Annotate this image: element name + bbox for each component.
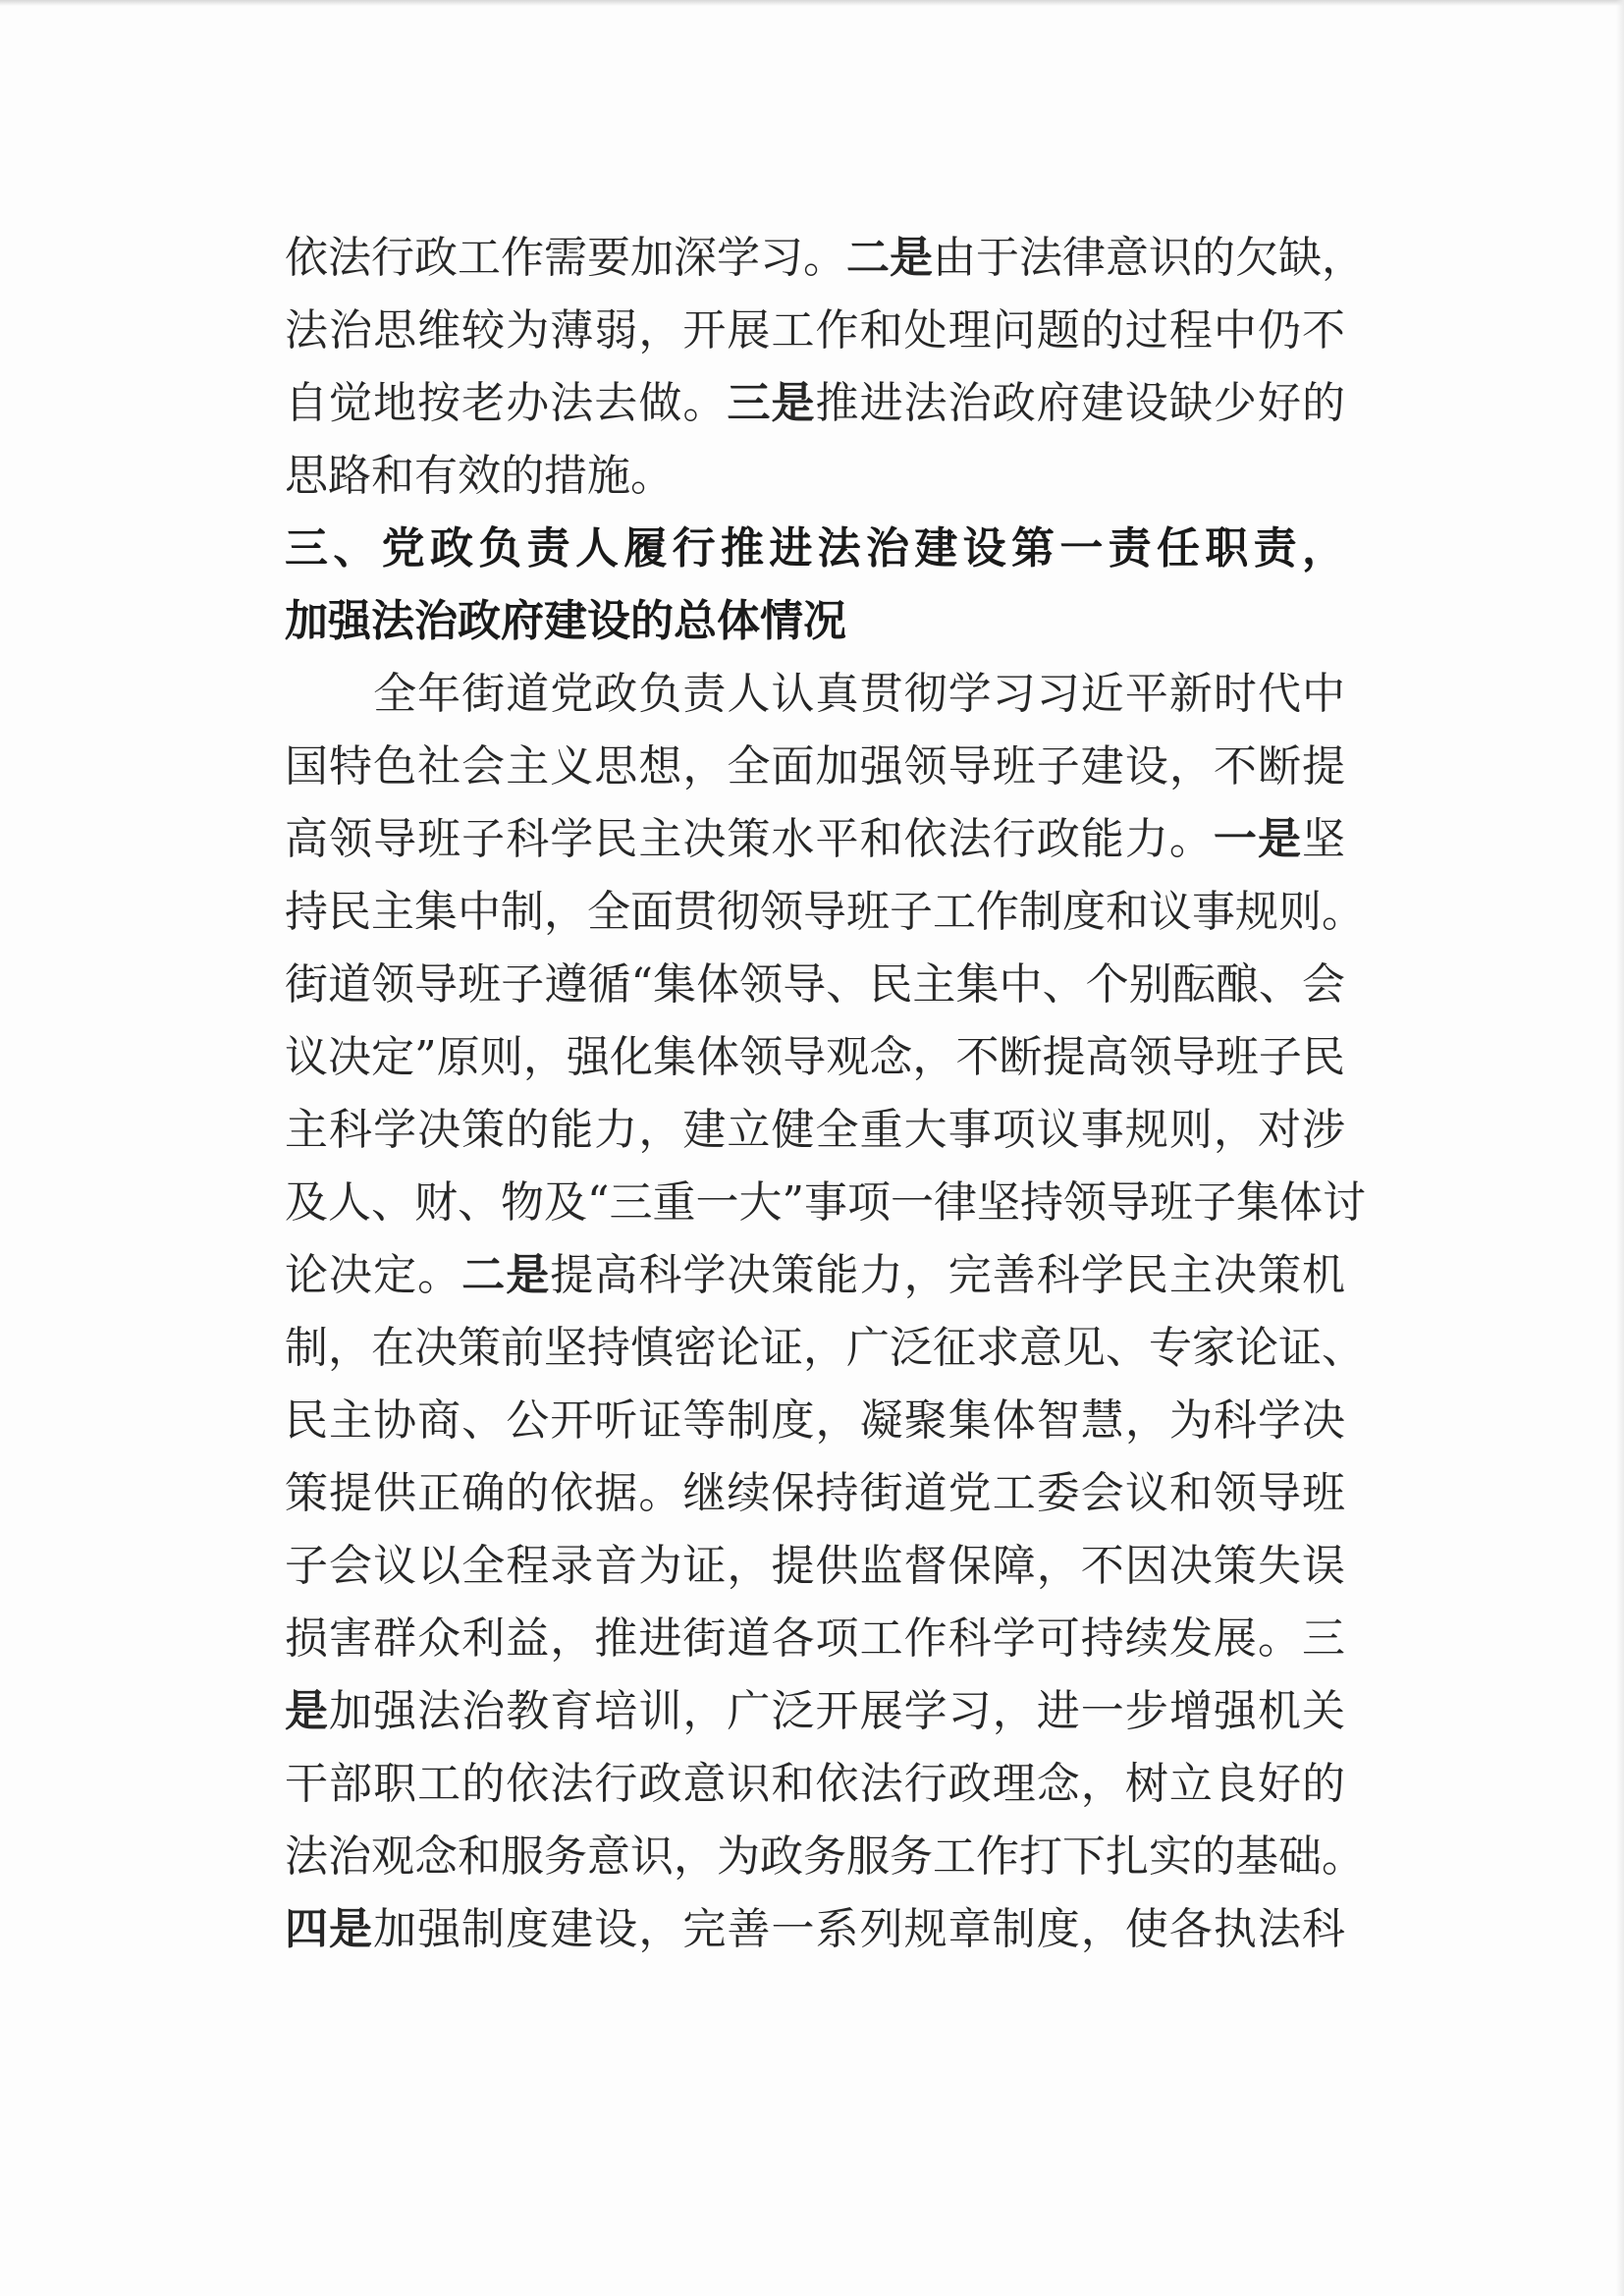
text-line-2: 法治思维较为薄弱，开展工作和处理问题的过程中仍不 — [285, 305, 1345, 355]
text-line-18: 策提供正确的依据。继续保持街道党工委会议和领导班 — [285, 1468, 1345, 1518]
section-heading-line-1: 三、党政负责人履行推进法治建设第一责任职责， — [285, 523, 1345, 574]
text-line-21: 是加强法治教育培训，广泛开展学习，进一步增强机关 — [285, 1686, 1346, 1736]
text-line-4: 思路和有效的措施。 — [285, 451, 674, 501]
text-line-22: 干部职工的依法行政意识和依法行政理念，树立良好的 — [285, 1759, 1345, 1809]
section-heading-line-2: 加强法治政府建设的总体情况 — [285, 596, 846, 646]
body-text — [285, 222, 1366, 1966]
text-line-23: 法治观念和服务意识，为政务服务工作打下扎实的基础。 — [285, 1831, 1365, 1882]
text-line-9: 高领导班子科学民主决策水平和依法行政能力。一是坚 — [285, 814, 1346, 864]
text-line-24: 四是加强制度建设，完善一系列规章制度，使各执法科 — [285, 1904, 1346, 1954]
text-line-19: 子会议以全程录音为证，提供监督保障，不因决策失误 — [285, 1541, 1345, 1591]
text-line-15: 论决定。二是提高科学决策能力，完善科学民主决策机 — [285, 1250, 1346, 1300]
text-line-14: 及人、财、物及“三重一大”事项一律坚持领导班子集体讨 — [285, 1177, 1366, 1228]
text-line-17: 民主协商、公开听证等制度，凝聚集体智慧，为科学决 — [285, 1395, 1345, 1446]
text-line-12: 议决定”原则，强化集体领导观念，不断提高领导班子民 — [285, 1032, 1345, 1082]
text-line-13: 主科学决策的能力，建立健全重大事项议事规则，对涉 — [285, 1105, 1345, 1155]
text-line-10: 持民主集中制，全面贯彻领导班子工作制度和议事规则。 — [285, 887, 1365, 937]
text-line-11: 街道领导班子遵循“集体领导、民主集中、个别酝酿、会 — [285, 959, 1345, 1010]
text-line-3: 自觉地按老办法去做。三是推进法治政府建设缺少好的 — [285, 378, 1346, 428]
scan-edge-right — [1616, 0, 1624, 2296]
scan-edge-top — [0, 0, 1624, 6]
text-line-8: 国特色社会主义思想，全面加强领导班子建设，不断提 — [285, 741, 1345, 792]
text-line-1: 依法行政工作需要加深学习。二是由于法律意识的欠缺， — [285, 233, 1365, 283]
text-line-16: 制，在决策前坚持慎密论证，广泛征求意见、专家论证、 — [285, 1323, 1365, 1373]
text-line-20: 损害群众利益，推进街道各项工作科学可持续发展。三 — [285, 1613, 1345, 1664]
text-line-7: 全年街道党政负责人认真贯彻学习习近平新时代中 — [285, 669, 1345, 719]
